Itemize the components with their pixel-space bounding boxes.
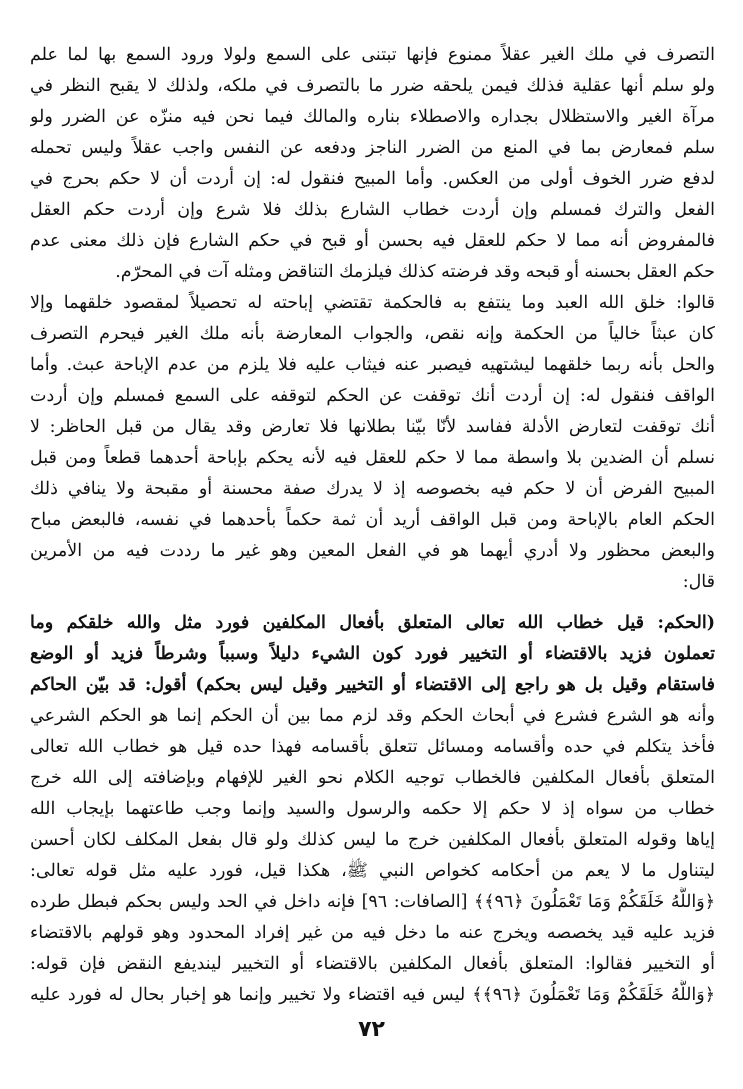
text-line: قال: [682, 572, 715, 592]
text-line: كان عبثاً خالياً من الحكمة وإنه نقص، والجواب المعارضة بأنه ملك الغير فيحرم التصرف [30, 324, 715, 344]
paragraph-sharh-1 [30, 40, 715, 598]
text-line: أنك توقفت لتعارض الأدلة ففاسد لأنّا بيّنا بطلانها فلا تعارض وقد يقال من قبل الحاظر: لا [30, 417, 715, 437]
paragraph-matn-and-sharh-2 [30, 608, 715, 1011]
text-line: وأنه هو الشرع فشرع في أبحاث الحكم وقد لزم مما بين أن الحكم إنما هو الحكم الشرعي [30, 706, 715, 726]
text-line: فزيد عليه قيد يخصصه ويخرج عنه ما دخل فيه من غير إفراد المحدود وهو قولهم بالاقتضاء [30, 923, 715, 943]
text-line: سلم فمعارض بما في المنع من الضرر الناجز ودفعه عن النفس واجب عقلاً وليس تحمله [30, 138, 715, 158]
text-line: ليتناول ما لا يعم من أحكامه كخواص النبي ﷺ، هكذا قيل، فورد عليه مثل قوله تعالى: [30, 861, 715, 881]
text-line: المتعلق بأفعال المكلفين فالخطاب توجيه الكلام نحو الغير للإفهام وبإضافته إلى الله خرج [30, 768, 715, 788]
text-line: قالوا: خلق الله العبد وما ينتفع به فالحكمة تقتضي إباحته له تحصيلاً لمقصود خلقهما وإلا [30, 293, 715, 313]
text-line: المبيح الفرض أن لا حكم فيه بخصوصه إذ لا يدرك صفة محسنة أو مقبحة ولا ينافي ذلك [30, 479, 715, 499]
text-line: والحل بأنه ربما خلقهما ليشتهيه فيصبر عنه فيثاب عليه فلا يلزم من عدم الإباحة عبث. وأما [30, 355, 715, 375]
text-line: نسلم أن الضدين بلا واسطة مما لا حكم للعقل فيه لأنه يحكم بإباحة أحدهما قطعاً ومن قبل [30, 448, 715, 468]
text-line: الواقف فنقول له: إن أردت أنك توقفت عن الحكم لتوقفه على السمع فمسلم وإن أردت [30, 386, 715, 406]
text-line: والبعض محظور ولا أدري أيهما هو في الفعل المعين وهو غير ما رددت فيه من الأمرين [30, 541, 715, 561]
text-line: مرآة الغير والاستظلال بجداره والاصطلاء بناره والمالك فيما نحن فيه منزّه عن الضرر ولو [30, 107, 715, 127]
quran-verse-line: ﴿وَاللَّهُ خَلَقَكُمْ وَمَا تَعْمَلُونَ ﴿٩٦﴾﴾ ليس فيه اقتضاء ولا تخيير وإنما هو إخبار بحال له فورد عليه [30, 985, 715, 1005]
matn-line-bold: تعملون فزيد بالاقتضاء أو التخيير فورد كون الشيء دليلاً وسبباً وشرطاً فزيد أو الوضع [30, 644, 715, 664]
text-line: فأخذ يتكلم في حده وأقسامه ومسائل تتعلق بأقسامه فهذا حده قيل هو خطاب الله تعالى [30, 737, 715, 757]
paragraph-gap [30, 598, 715, 608]
document-page [30, 40, 715, 1040]
text-line: الفعل والترك فمسلم وإن أردت خطاب الشارع بذلك فلا شرع وإن أردت حكم العقل [30, 200, 715, 220]
matn-line-bold: فاستقام وقيل بل هو راجع إلى الاقتضاء أو التخيير وقيل ليس بحكم) أقول: قد بيّن الحاكم [30, 675, 715, 695]
page-number: ٧٢ [358, 1017, 385, 1042]
text-line: خطاب من سواه إذ لا حكم إلا حكمه والرسول والسيد وإنما وجب طاعتهما بإيجاب الله [30, 799, 715, 819]
text-line: إياها وقوله المتعلق بأفعال المكلفين خرج ما ليس كذلك ولو قال بفعل المكلف لكان أحسن [30, 830, 715, 850]
quran-verse-line: ﴿وَاللَّهُ خَلَقَكُمْ وَمَا تَعْمَلُونَ ﴿٩٦﴾﴾ [الصافات: ٩٦] فإنه داخل في الحد وليس بحكم فبطل طرده [30, 892, 715, 912]
text-line: ولو سلم أنها عقلية فذلك فيمن يلحقه ضرر ما بالتصرف في ملكه، ولذلك لا يقبح النظر في [30, 76, 715, 96]
text-line: فالمفروض أنه مما لا حكم للعقل فيه بحسن أو قبح في حكم الشارع فإن ذلك معنى عدم [30, 231, 715, 251]
text-line: حكم العقل بحسنه أو قبحه وقد فرضته كذلك فيلزمك التناقض ومثله آت في المحرّم. [115, 262, 715, 282]
text-line: الحكم العام بالإباحة ومن قبل الواقف أريد أن ثمة حكماً بأحدهما في نفسه، فالبعض مباح [30, 510, 715, 530]
text-line: التصرف في ملك الغير عقلاً ممنوع فإنها تبتنى على السمع ولولا ورود السمع بها لما علم [30, 45, 715, 65]
text-line: لدفع ضرر الخوف أولى من العكس. وأما المبيح فنقول له: إن أردت أن لا حكم بحرج في [30, 169, 715, 189]
matn-line-bold: (الحكم: قيل خطاب الله تعالى المتعلق بأفعال المكلفين فورد مثل والله خلقكم وما [30, 613, 715, 633]
text-line: أو التخيير فقالوا: المتعلق بأفعال المكلفين بالاقتضاء أو التخيير لينديفع النقض فإن قوله: [30, 954, 715, 974]
